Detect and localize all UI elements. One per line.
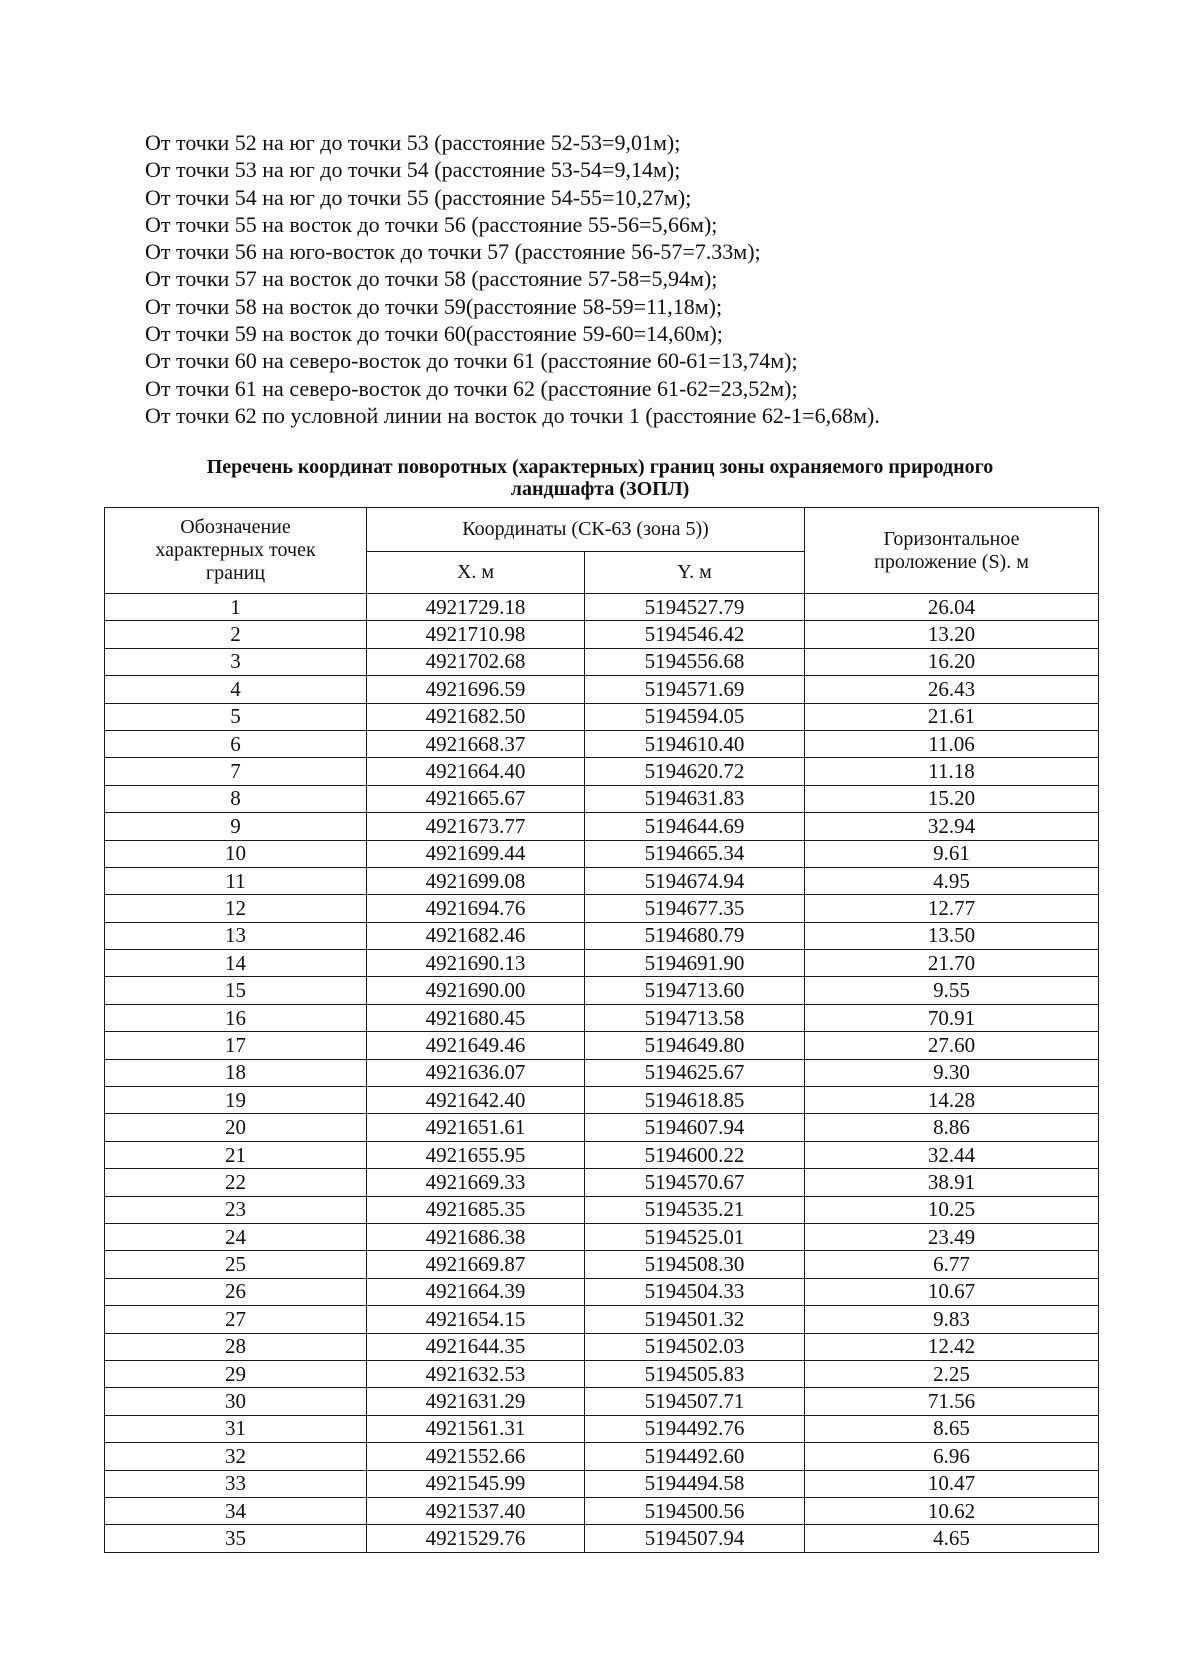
- horizontal-distance-cell: 15.20: [805, 785, 1099, 812]
- y-coordinate-cell: 5194502.03: [585, 1333, 805, 1360]
- description-line: От точки 56 на юго-восток до точки 57 (расстояние 56-57=7.33м);: [145, 239, 761, 265]
- point-number-cell: 11: [105, 867, 367, 894]
- y-coordinate-cell: 5194494.58: [585, 1470, 805, 1497]
- horizontal-distance-cell: 8.65: [805, 1415, 1099, 1442]
- point-number-cell: 3: [105, 648, 367, 675]
- table-row: [105, 1415, 1099, 1442]
- x-coordinate-cell: 4921664.39: [367, 1278, 585, 1305]
- horizontal-distance-cell: 13.20: [805, 621, 1099, 648]
- table-row: [105, 621, 1099, 648]
- x-coordinate-cell: 4921729.18: [367, 594, 585, 621]
- point-number-cell: 19: [105, 1087, 367, 1114]
- y-coordinate-cell: 5194665.34: [585, 840, 805, 867]
- y-coordinate-cell: 5194570.67: [585, 1169, 805, 1196]
- x-coordinate-cell: 4921702.68: [367, 648, 585, 675]
- table-row: [105, 1443, 1099, 1470]
- horizontal-distance-cell: 11.18: [805, 758, 1099, 785]
- horizontal-distance-cell: 21.61: [805, 703, 1099, 730]
- table-row: [105, 840, 1099, 867]
- y-coordinate-cell: 5194600.22: [585, 1141, 805, 1168]
- table-row: [105, 1141, 1099, 1168]
- y-coordinate-cell: 5194618.85: [585, 1087, 805, 1114]
- description-line: От точки 61 на северо-восток до точки 62 (расстояние 61-62=23,52м);: [145, 375, 798, 401]
- y-coordinate-cell: 5194620.72: [585, 758, 805, 785]
- point-number-cell: 33: [105, 1470, 367, 1497]
- point-number-cell: 2: [105, 621, 367, 648]
- table-row: [105, 922, 1099, 949]
- x-coordinate-cell: 4921545.99: [367, 1470, 585, 1497]
- horizontal-distance-cell: 6.96: [805, 1443, 1099, 1470]
- point-number-cell: 9: [105, 813, 367, 840]
- table-row: [105, 1004, 1099, 1031]
- description-line: От точки 53 на юг до точки 54 (расстояние 53-54=9,14м);: [145, 157, 681, 183]
- horizontal-distance-cell: 21.70: [805, 950, 1099, 977]
- x-coordinate-cell: 4921669.87: [367, 1251, 585, 1278]
- x-coordinate-cell: 4921632.53: [367, 1360, 585, 1387]
- point-number-cell: 13: [105, 922, 367, 949]
- x-coordinate-cell: 4921690.00: [367, 977, 585, 1004]
- horizontal-distance-cell: 4.65: [805, 1525, 1099, 1552]
- description-line: От точки 54 на юг до точки 55 (расстояние 54-55=10,27м);: [145, 184, 692, 210]
- x-coordinate-cell: 4921682.46: [367, 922, 585, 949]
- x-coordinate-cell: 4921669.33: [367, 1169, 585, 1196]
- table-row: [105, 950, 1099, 977]
- header-horizontal-line: проложение (S). м: [874, 550, 1029, 573]
- point-number-cell: 31: [105, 1415, 367, 1442]
- point-number-cell: 34: [105, 1497, 367, 1524]
- horizontal-distance-cell: 10.67: [805, 1278, 1099, 1305]
- horizontal-distance-cell: 2.25: [805, 1360, 1099, 1387]
- point-number-cell: 8: [105, 785, 367, 812]
- horizontal-distance-cell: 11.06: [805, 730, 1099, 757]
- y-coordinate-cell: 5194505.83: [585, 1360, 805, 1387]
- horizontal-distance-cell: 9.30: [805, 1059, 1099, 1086]
- header-points-line: границ: [205, 562, 266, 584]
- x-coordinate-cell: 4921644.35: [367, 1333, 585, 1360]
- point-number-cell: 15: [105, 977, 367, 1004]
- x-coordinate-cell: 4921686.38: [367, 1223, 585, 1250]
- x-coordinate-cell: 4921529.76: [367, 1525, 585, 1552]
- y-coordinate-cell: 5194492.60: [585, 1443, 805, 1470]
- x-coordinate-cell: 4921690.13: [367, 950, 585, 977]
- point-number-cell: 14: [105, 950, 367, 977]
- table-row: [105, 1196, 1099, 1223]
- x-coordinate-cell: 4921680.45: [367, 1004, 585, 1031]
- table-row: [105, 1388, 1099, 1415]
- horizontal-distance-cell: 13.50: [805, 922, 1099, 949]
- point-number-cell: 6: [105, 730, 367, 757]
- point-number-cell: 29: [105, 1360, 367, 1387]
- x-coordinate-cell: 4921665.67: [367, 785, 585, 812]
- y-coordinate-cell: 5194492.76: [585, 1415, 805, 1442]
- point-number-cell: 7: [105, 758, 367, 785]
- point-number-cell: 27: [105, 1306, 367, 1333]
- table-row: [105, 1114, 1099, 1141]
- description-line: От точки 55 на восток до точки 56 (расстояние 55-56=5,66м);: [145, 211, 718, 237]
- x-coordinate-cell: 4921682.50: [367, 703, 585, 730]
- x-coordinate-cell: 4921694.76: [367, 895, 585, 922]
- point-number-cell: 23: [105, 1196, 367, 1223]
- table-header: [105, 508, 1099, 594]
- table-row: [105, 1360, 1099, 1387]
- table-row: [105, 1306, 1099, 1333]
- point-number-cell: 16: [105, 1004, 367, 1031]
- x-coordinate-cell: 4921636.07: [367, 1059, 585, 1086]
- x-coordinate-cell: 4921651.61: [367, 1114, 585, 1141]
- horizontal-distance-cell: 10.25: [805, 1196, 1099, 1223]
- table-row: [105, 1251, 1099, 1278]
- point-number-cell: 5: [105, 703, 367, 730]
- point-number-cell: 18: [105, 1059, 367, 1086]
- y-coordinate-cell: 5194535.21: [585, 1196, 805, 1223]
- horizontal-distance-cell: 14.28: [805, 1087, 1099, 1114]
- coordinates-table: [104, 507, 1099, 1553]
- table-row: [105, 730, 1099, 757]
- y-coordinate-cell: 5194556.68: [585, 648, 805, 675]
- point-number-cell: 17: [105, 1032, 367, 1059]
- horizontal-distance-cell: 27.60: [805, 1032, 1099, 1059]
- y-coordinate-cell: 5194525.01: [585, 1223, 805, 1250]
- horizontal-distance-cell: 23.49: [805, 1223, 1099, 1250]
- table-row: [105, 758, 1099, 785]
- y-coordinate-cell: 5194691.90: [585, 950, 805, 977]
- horizontal-distance-cell: 32.94: [805, 813, 1099, 840]
- point-number-cell: 22: [105, 1169, 367, 1196]
- y-coordinate-cell: 5194631.83: [585, 785, 805, 812]
- horizontal-distance-cell: 10.47: [805, 1470, 1099, 1497]
- description-line: От точки 58 на восток до точки 59(расстояние 58-59=11,18м);: [145, 293, 723, 319]
- x-coordinate-cell: 4921649.46: [367, 1032, 585, 1059]
- table-row: [105, 1470, 1099, 1497]
- header-coordinates: Координаты (СК-63 (зона 5)): [367, 508, 805, 552]
- y-coordinate-cell: 5194501.32: [585, 1306, 805, 1333]
- point-number-cell: 12: [105, 895, 367, 922]
- point-number-cell: 32: [105, 1443, 367, 1470]
- x-coordinate-cell: 4921699.08: [367, 867, 585, 894]
- y-coordinate-cell: 5194713.58: [585, 1004, 805, 1031]
- x-coordinate-cell: 4921552.66: [367, 1443, 585, 1470]
- y-coordinate-cell: 5194527.79: [585, 594, 805, 621]
- horizontal-distance-cell: 6.77: [805, 1251, 1099, 1278]
- horizontal-distance-cell: 8.86: [805, 1114, 1099, 1141]
- y-coordinate-cell: 5194571.69: [585, 676, 805, 703]
- table-body: [105, 594, 1099, 1553]
- horizontal-distance-cell: 26.04: [805, 594, 1099, 621]
- point-number-cell: 30: [105, 1388, 367, 1415]
- header-points: [105, 508, 367, 594]
- horizontal-distance-cell: 9.61: [805, 840, 1099, 867]
- y-coordinate-cell: 5194546.42: [585, 621, 805, 648]
- y-coordinate-cell: 5194594.05: [585, 703, 805, 730]
- table-row: [105, 648, 1099, 675]
- horizontal-distance-cell: 16.20: [805, 648, 1099, 675]
- horizontal-distance-cell: 9.55: [805, 977, 1099, 1004]
- y-coordinate-cell: 5194649.80: [585, 1032, 805, 1059]
- header-points-line: Обозначение: [180, 516, 291, 538]
- point-number-cell: 24: [105, 1223, 367, 1250]
- point-number-cell: 35: [105, 1525, 367, 1552]
- x-coordinate-cell: 4921673.77: [367, 813, 585, 840]
- table-row: [105, 1333, 1099, 1360]
- point-number-cell: 26: [105, 1278, 367, 1305]
- table-row: [105, 785, 1099, 812]
- table-row: [105, 867, 1099, 894]
- y-coordinate-cell: 5194644.69: [585, 813, 805, 840]
- horizontal-distance-cell: 9.83: [805, 1306, 1099, 1333]
- table-row: [105, 1087, 1099, 1114]
- x-coordinate-cell: 4921668.37: [367, 730, 585, 757]
- x-coordinate-cell: 4921664.40: [367, 758, 585, 785]
- table-row: [105, 1169, 1099, 1196]
- y-coordinate-cell: 5194507.94: [585, 1525, 805, 1552]
- point-number-cell: 10: [105, 840, 367, 867]
- y-coordinate-cell: 5194504.33: [585, 1278, 805, 1305]
- x-coordinate-cell: 4921561.31: [367, 1415, 585, 1442]
- header-points-line: характерных точек: [155, 539, 316, 561]
- x-coordinate-cell: 4921642.40: [367, 1087, 585, 1114]
- table-row: [105, 1032, 1099, 1059]
- x-coordinate-cell: 4921654.15: [367, 1306, 585, 1333]
- y-coordinate-cell: 5194508.30: [585, 1251, 805, 1278]
- y-coordinate-cell: 5194677.35: [585, 895, 805, 922]
- y-coordinate-cell: 5194507.71: [585, 1388, 805, 1415]
- description-line: От точки 59 на восток до точки 60(расстояние 59-60=14,60м);: [145, 321, 723, 347]
- point-number-cell: 20: [105, 1114, 367, 1141]
- horizontal-distance-cell: 26.43: [805, 676, 1099, 703]
- table-row: [105, 703, 1099, 730]
- table-title: [100, 456, 1100, 500]
- horizontal-distance-cell: 38.91: [805, 1169, 1099, 1196]
- table-row: [105, 676, 1099, 703]
- table-row: [105, 977, 1099, 1004]
- table-title-line: Перечень координат поворотных (характерных) границ зоны охраняемого природного: [206, 456, 994, 478]
- horizontal-distance-cell: 12.42: [805, 1333, 1099, 1360]
- point-number-cell: 21: [105, 1141, 367, 1168]
- y-coordinate-cell: 5194610.40: [585, 730, 805, 757]
- y-coordinate-cell: 5194674.94: [585, 867, 805, 894]
- table-row: [105, 594, 1099, 621]
- table-row: [105, 1278, 1099, 1305]
- y-coordinate-cell: 5194680.79: [585, 922, 805, 949]
- horizontal-distance-cell: 4.95: [805, 867, 1099, 894]
- boundary-description-list: [145, 129, 1145, 429]
- header-x: X. м: [367, 552, 585, 594]
- description-line: От точки 60 на северо-восток до точки 61 (расстояние 60-61=13,74м);: [145, 348, 798, 374]
- table-row: [105, 895, 1099, 922]
- x-coordinate-cell: 4921696.59: [367, 676, 585, 703]
- y-coordinate-cell: 5194500.56: [585, 1497, 805, 1524]
- point-number-cell: 4: [105, 676, 367, 703]
- y-coordinate-cell: 5194625.67: [585, 1059, 805, 1086]
- y-coordinate-cell: 5194607.94: [585, 1114, 805, 1141]
- point-number-cell: 25: [105, 1251, 367, 1278]
- x-coordinate-cell: 4921710.98: [367, 621, 585, 648]
- point-number-cell: 28: [105, 1333, 367, 1360]
- x-coordinate-cell: 4921537.40: [367, 1497, 585, 1524]
- y-coordinate-cell: 5194713.60: [585, 977, 805, 1004]
- x-coordinate-cell: 4921655.95: [367, 1141, 585, 1168]
- x-coordinate-cell: 4921699.44: [367, 840, 585, 867]
- header-y: Y. м: [585, 552, 805, 594]
- table-row: [105, 1497, 1099, 1524]
- table-row: [105, 1223, 1099, 1250]
- description-line: От точки 57 на восток до точки 58 (расстояние 57-58=5,94м);: [145, 266, 718, 292]
- description-line: От точки 62 по условной линии на восток до точки 1 (расстояние 62-1=6,68м).: [145, 402, 880, 428]
- point-number-cell: 1: [105, 594, 367, 621]
- horizontal-distance-cell: 10.62: [805, 1497, 1099, 1524]
- table-row: [105, 813, 1099, 840]
- table-row: [105, 1525, 1099, 1552]
- x-coordinate-cell: 4921631.29: [367, 1388, 585, 1415]
- header-horizontal-line: Горизонтальное: [883, 527, 1020, 550]
- table-title-line: ландшафта (ЗОПЛ): [510, 478, 690, 500]
- description-line: От точки 52 на юг до точки 53 (расстояние 52-53=9,01м);: [145, 130, 681, 155]
- header-horizontal-distance: [805, 508, 1099, 594]
- horizontal-distance-cell: 71.56: [805, 1388, 1099, 1415]
- horizontal-distance-cell: 32.44: [805, 1141, 1099, 1168]
- table-row: [105, 1059, 1099, 1086]
- horizontal-distance-cell: 70.91: [805, 1004, 1099, 1031]
- x-coordinate-cell: 4921685.35: [367, 1196, 585, 1223]
- horizontal-distance-cell: 12.77: [805, 895, 1099, 922]
